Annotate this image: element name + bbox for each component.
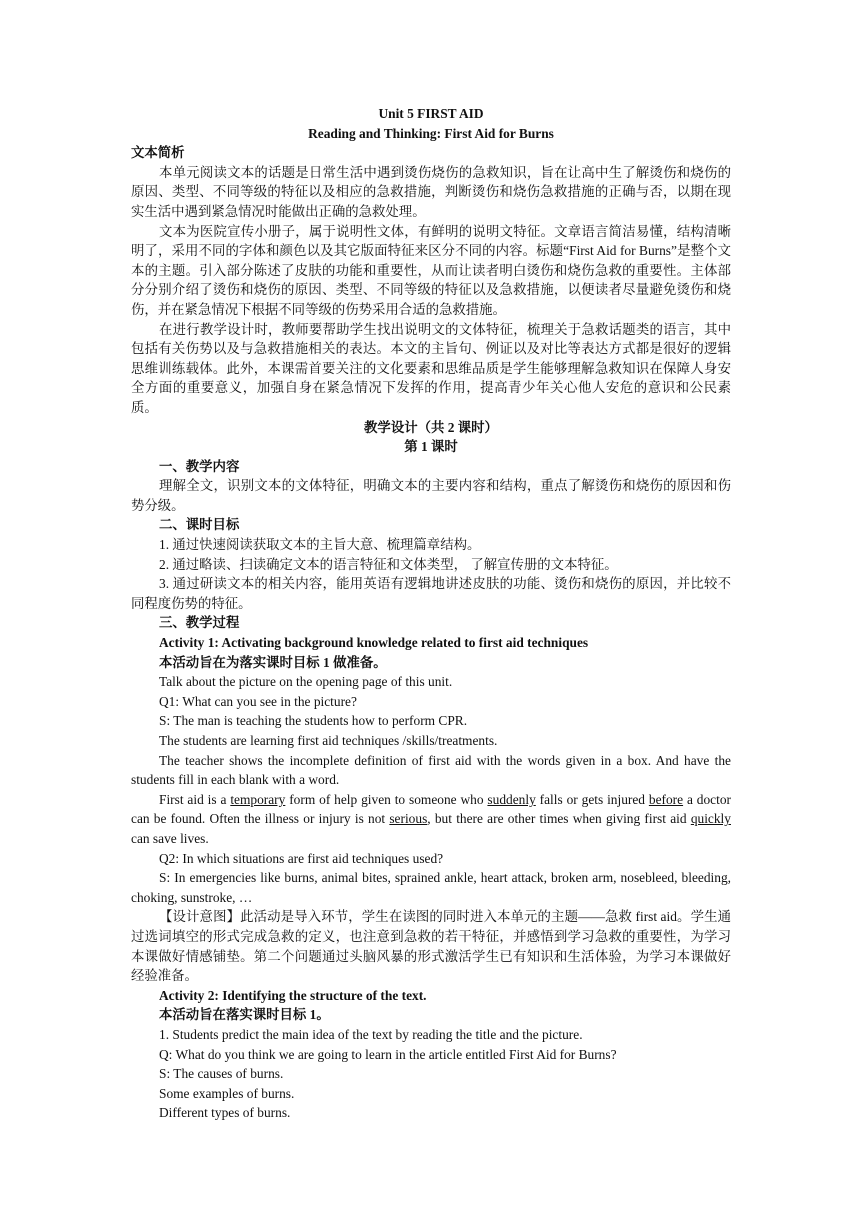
activity-2-question: Q: What do you think we are going to learn in the article entitled First Aid for Burns? [159,1046,617,1062]
activity-2-line: 1. Students predict the main idea of the text by reading the title and the picture. [159,1026,583,1042]
content-paragraph: 理解全文，识别文本的文体特征，明确文本的主要内容和结构，重点了解烫伤和烧伤的原因和伤势分级。 [131,478,731,513]
doc-subtitle: Reading and Thinking: First Aid for Burns [308,125,554,141]
heading-content: 一、教学内容 [159,458,240,474]
heading-process: 三、教学过程 [159,615,240,631]
blank-word: quickly [690,811,731,827]
activity-1-teacher-note: The teacher shows the incomplete definition of first aid with the words given in a box. And have the students fill in each blank with a word. [131,752,731,788]
intro-paragraph-2: 文本为医院宣传小册子，属于说明性文体，有鲜明的说明文特征。文章语言简洁易懂，结构清晰明了，采用不同的字体和颜色以及其它版面特征来区分不同的内容。标题“First Aid for Burns”是整个文本的主题。引入部分陈述了皮肤的功能和重要性，从而让读者明白烫伤和烧伤急救的重要性。主体部分分别介绍了烫伤和烧伤的原因、类型、不同等级的特征以及急救措施，以便读者尽量避免烫伤和烧伤，并在紧急情况下根据不同等级的伤势采用合适的急救措施。 [131,223,731,317]
blank-word: serious [389,811,428,827]
activity-1-answer-1b: The students are learning first aid techniques /skills/treatments. [159,733,498,748]
goal-item: 3. 通过研读文本的相关内容，能用英语有逻辑地讲述皮肤的功能、烫伤和烧伤的原因，并比较不同程度伤势的特征。 [131,576,731,611]
intro-paragraph-3: 在进行教学设计时，教师要帮助学生找出说明文的文体特征，梳理关于急救话题类的语言，其中包括有关伤势以及与急救措施相关的表达。本文的主旨句、例证以及对比等表达方式都是很好的逻辑思维训练载体。此外，本课需首要关注的文化要素和思维品质是学生能够理解急救知识在保障人身安全方面的重要意义，加强自身在紧急情况下发挥的作用，提高青少年关心他人安危的意识和公民素质。 [131,321,731,415]
lesson-title: 第 1 课时 [404,439,458,455]
intro-paragraph-1: 本单元阅读文本的话题是日常生活中遇到烫伤烧伤的急救知识，旨在让高中生了解烫伤和烧伤的原因、类型、不同等级的特征以及相应的急救措施，判断烫伤和烧伤急救措施的正确与否，以期在现实生活中遇到紧急情况时能做出正确的急救处理。 [131,164,731,219]
activity-2-answer: Some examples of burns. [159,1085,295,1101]
blank-word: before [648,791,684,807]
blank-word: temporary [230,791,286,807]
activity-1-question-1: Q1: What can you see in the picture? [159,693,357,709]
section-heading-intro: 文本简析 [131,145,185,161]
activity-2-answer: Different types of burns. [159,1105,291,1121]
blank-word: suddenly [487,791,536,807]
goal-item: 2. 通过略读、扫读确定文本的语言特征和文体类型， 了解宣传册的文本特征。 [159,556,618,572]
goal-item: 1. 通过快速阅读获取文本的主旨大意、梳理篇章结构。 [159,537,481,553]
activity-1-answer-2: S: In emergencies like burns, animal bites, sprained ankle, heart attack, broken arm, nosebleed, bleeding, choking, sunstroke, … [131,870,731,905]
design-title: 教学设计（共 2 课时） [364,419,498,435]
activity-1-design-intent: 【设计意图】此活动是导入环节，学生在读图的同时进入本单元的主题——急救 first aid。学生通过选词填空的形式完成急救的定义，也注意到急救的若干特征，并感悟到学习急救的重要性，为学习本课做好情感铺垫。第二个问题通过头脑风暴的形式激活学生已有知识和生活体验，为学习本课做好经验准备。 [131,909,731,984]
activity-1-title: Activity 1: Activating background knowledge related to first aid techniques [159,635,589,651]
activity-2-aim: 本活动旨在落实课时目标 1。 [159,1007,330,1023]
activity-1-answer-1: S: The man is teaching the students how to perform CPR. [159,713,468,729]
activity-1-question-2: Q2: In which situations are first aid techniques used? [159,850,444,866]
heading-goals: 二、课时目标 [159,517,240,533]
first-aid-definition: First aid is a temporary form of help given to someone who suddenly falls or gets injured before a doctor can be found. Often the illness or injury is not serious, but there are other times when giving first aid quickly can save lives. [131,791,731,846]
document-page [131,104,731,1123]
activity-1-aim: 本活动旨在为落实课时目标 1 做准备。 [159,654,387,670]
doc-title: Unit 5 FIRST AID [378,106,484,121]
activity-2-answer: S: The causes of burns. [159,1066,284,1082]
activity-2-title: Activity 2: Identifying the structure of the text. [159,987,427,1003]
activity-1-line: Talk about the picture on the opening page of this unit. [159,674,453,690]
